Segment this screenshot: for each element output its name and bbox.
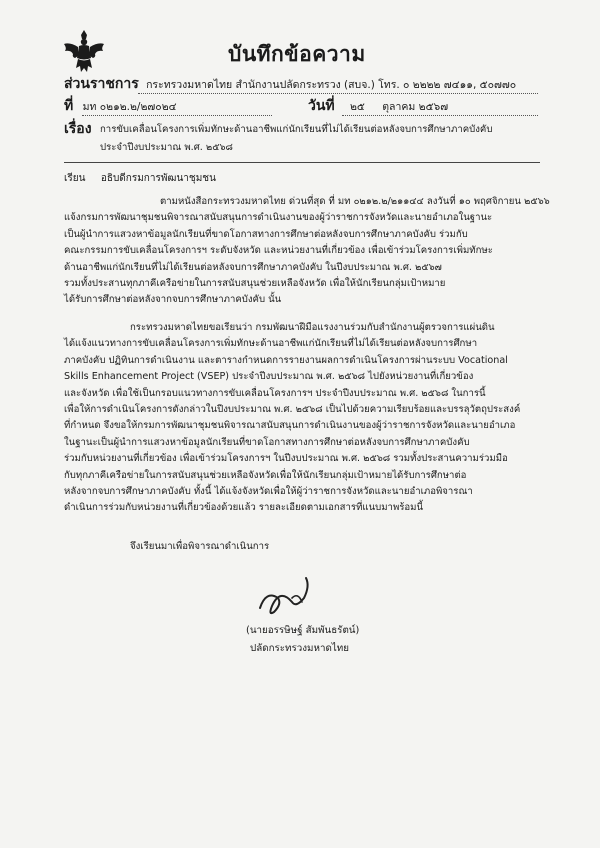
ref-value: มท ๐๒๑๒.๒/๒๗๐๒๔ <box>82 101 177 113</box>
to-value: อธิบดีกรมการพัฒนาชุมชน <box>100 173 216 184</box>
para2-line: ภาคบังคับ ปฏิทินการดำเนินงาน และตารางกำหนดการรายงานผลการดำเนินโครงการผ่านระบบ Vocational <box>64 354 508 366</box>
paragraph-2 <box>64 320 544 517</box>
signer-name: (นายอรรษิษฐ์ สัมพันธรัตน์) <box>246 625 360 636</box>
memo-title: บันทึกข้อความ <box>228 42 366 66</box>
para2-line: ดำเนินการร่วมกับหน่วยงานที่เกี่ยวข้องด้วยแล้ว รายละเอียดตามเอกสารที่แนบมาพร้อมนี้ <box>64 502 424 514</box>
para2-line: ในฐานะเป็นผู้นำการแสวงหาข้อมูลนักเรียนที่ขาดโอกาสทางการศึกษาต่อหลังจบการศึกษาภาคบังคับ <box>64 436 470 448</box>
para1-line: เป็นผู้นำการแสวงหาข้อมูลนักเรียนที่ขาดโอกาสทางการศึกษาต่อหลังจบการศึกษาภาคบังคับ ร่วมกับ <box>64 228 468 240</box>
para2-line: เพื่อให้การดำเนินโครงการดังกล่าวในปีงบประมาณ พ.ศ. ๒๕๖๘ เป็นไปด้วยความเรียบร้อยและบรรลุวัตถุประสงค์ <box>64 404 521 416</box>
ref-row <box>64 99 177 114</box>
signer-position: ปลัดกระทรวงมหาดไทย <box>250 643 349 654</box>
subject-line-1: การขับเคลื่อนโครงการเพิ่มทักษะด้านอาชีพแก่นักเรียนที่ไม่ได้เรียนต่อหลังจบการศึกษาภาคบังคับ <box>100 124 493 135</box>
para1-line: ได้รับการศึกษาต่อหลังจากจบการศึกษาภาคบังคับ นั้น <box>64 294 282 306</box>
date-label: วันที่ <box>308 98 335 114</box>
para1-line: ตามหนังสือกระทรวงมหาดไทย ด่วนที่สุด ที่ มท ๐๒๑๒.๒/๒๑๑๔๔ ลงวันที่ ๑๐ พฤศจิกายน ๒๕๖๖ <box>160 196 550 207</box>
date-row <box>308 99 448 114</box>
para2-line: หลังจากจบการศึกษาภาคบังคับ ทั้งนี้ ได้แจ้งจังหวัดเพื่อให้ผู้ว่าราชการจังหวัดและนายอำเภอพิจารณา <box>64 486 473 498</box>
date-underline <box>342 115 538 116</box>
agency-underline <box>138 93 538 94</box>
para1-line: คณะกรรมการขับเคลื่อนโครงการฯ ระดับจังหวัด และหน่วยงานที่เกี่ยวข้อง เพื่อเข้าร่วมโครงการเพิ่มทักษะ <box>64 245 493 257</box>
agency-value: กระทรวงมหาดไทย สำนักงานปลัดกระทรวง (สบจ.) โทร. ๐ ๒๒๒๒ ๗๔๑๑, ๕๐๗๗๐ <box>146 79 517 91</box>
ref-label: ที่ <box>64 98 74 114</box>
agency-row <box>64 77 516 92</box>
to-label: เรียน <box>64 173 86 184</box>
para1-line: แจ้งกรมการพัฒนาชุมชนพิจารณาสนับสนุนการดำเนินงานของผู้ว่าราชการจังหวัดและนายอำเภอในฐานะ <box>64 212 493 224</box>
paragraph-1 <box>64 194 550 309</box>
para2-line: กับทุกภาคีเครือข่ายในการสนับสนุนช่วยเหลือจังหวัดเพื่อให้นักเรียนกลุ่มเป้าหมายได้รับการศึกษาต่อ <box>64 469 467 481</box>
date-day: ๒๕ <box>350 101 365 113</box>
para1-line: ด้านอาชีพแก่นักเรียนที่ไม่ได้เรียนต่อหลังจบการศึกษาภาคบังคับ ในปีงบประมาณ พ.ศ. ๒๕๖๗ <box>64 261 442 273</box>
subject-label: เรื่อง <box>64 121 92 137</box>
header-divider <box>64 162 540 163</box>
para2-line: ที่กำหนด จึงขอให้กรมการพัฒนาชุมชนพิจารณาสนับสนุนการดำเนินงานของผู้ว่าราชการจังหวัดและนายอำเภอ <box>64 420 516 432</box>
para2-line: Skills Enhancement Project (VSEP) ประจำปีงบประมาณ พ.ศ. ๒๕๖๘ ไปยังหน่วยงานที่เกี่ยวข้อง <box>64 371 474 383</box>
ref-underline <box>82 115 272 116</box>
para2-line: และจังหวัด เพื่อใช้เป็นกรอบแนวทางการขับเคลื่อนโครงการฯ ประจำปีงบประมาณ พ.ศ. ๒๕๖๘ ในการนี้ <box>64 387 486 399</box>
subject-row <box>64 122 92 137</box>
para2-line: ได้แจ้งแนวทางการขับเคลื่อนโครงการเพิ่มทักษะด้านอาชีพแก่นักเรียนที่ไม่ได้เรียนต่อหลังจบการศึกษา <box>64 338 478 350</box>
para2-line: กระทรวงมหาดไทยขอเรียนว่า กรมพัฒนาฝีมือแรงงานร่วมกับสำนักงานผู้ตรวจการแผ่นดิน <box>130 322 495 333</box>
para1-line: รวมทั้งประสานทุกภาคีเครือข่ายในการสนับสนุนช่วยเหลือจังหวัด เพื่อให้นักเรียนกลุ่มเป้าหมาย <box>64 278 446 290</box>
garuda-emblem-icon <box>62 28 106 74</box>
date-value: ตุลาคม ๒๕๖๗ <box>382 101 449 113</box>
signature-mark <box>252 568 332 628</box>
para2-line: ร่วมกับหน่วยงานที่เกี่ยวข้อง เพื่อเข้าร่วมโครงการฯ ในปีงบประมาณ พ.ศ. ๒๕๖๘ รวมทั้งประสานความร่วมมือ <box>64 453 508 465</box>
closing-line: จึงเรียนมาเพื่อพิจารณาดำเนินการ <box>130 541 270 552</box>
subject-line-2: ประจำปีงบประมาณ พ.ศ. ๒๕๖๘ <box>100 142 233 153</box>
agency-label: ส่วนราชการ <box>64 76 139 92</box>
to-row <box>64 171 216 186</box>
